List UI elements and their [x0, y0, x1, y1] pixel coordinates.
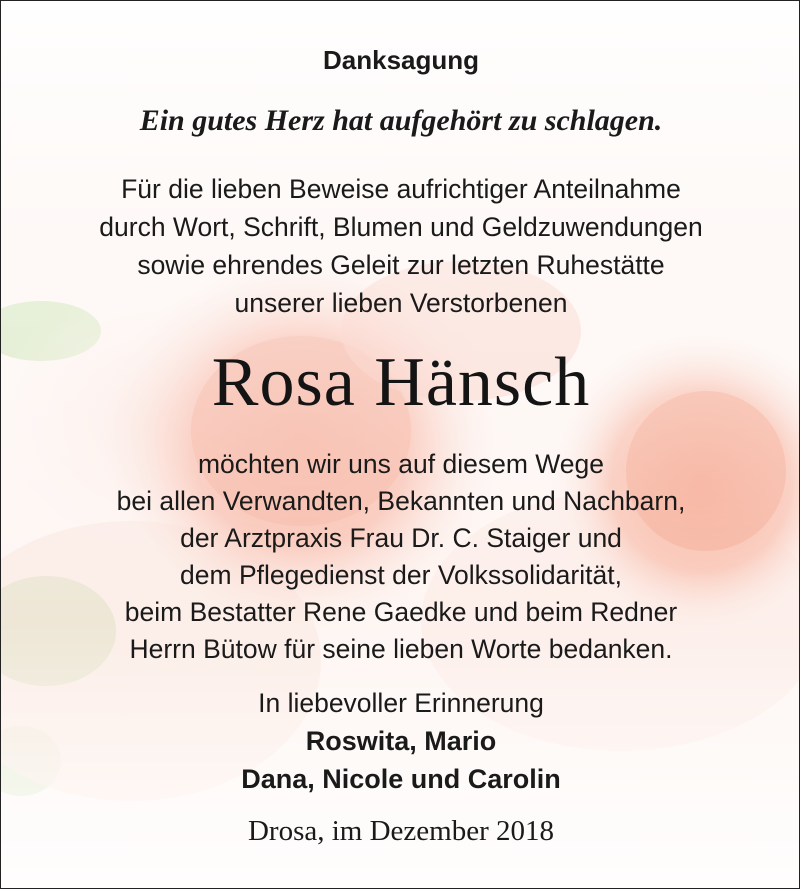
thanks-line: dem Pflegedienst der Volkssolidarität,: [180, 560, 622, 590]
deceased-name: Rosa Hänsch: [211, 344, 591, 421]
thanks-line: der Arztpraxis Frau Dr. C. Staiger und: [180, 523, 622, 553]
thanks-line: Herrn Bütow für seine lieben Worte bedanken.: [129, 634, 673, 664]
intro-line: Für die lieben Beweise aufrichtiger Anteilnahme: [121, 174, 681, 204]
intro-line: sowie ehrendes Geleit zur letzten Ruhestätte: [137, 250, 665, 280]
family-line: Roswita, Mario: [305, 726, 497, 756]
family-line: Dana, Nicole und Carolin: [241, 764, 561, 794]
thanks-line: beim Bestatter Rene Gaedke und beim Redner: [124, 597, 678, 627]
notice-heading: Danksagung: [322, 45, 480, 75]
thanks-line: möchten wir uns auf diesem Wege: [197, 449, 605, 479]
motto: Ein gutes Herz hat aufgehört zu schlagen.: [139, 104, 663, 137]
intro-line: durch Wort, Schrift, Blumen und Geldzuwendungen: [99, 212, 703, 242]
thanks-line: bei allen Verwandten, Bekannten und Nachbarn,: [116, 486, 686, 516]
intro-line: unserer lieben Verstorbenen: [234, 288, 568, 318]
place-date: Drosa, im Dezember 2018: [247, 815, 554, 847]
closing-line: In liebevoller Erinnerung: [258, 688, 544, 718]
